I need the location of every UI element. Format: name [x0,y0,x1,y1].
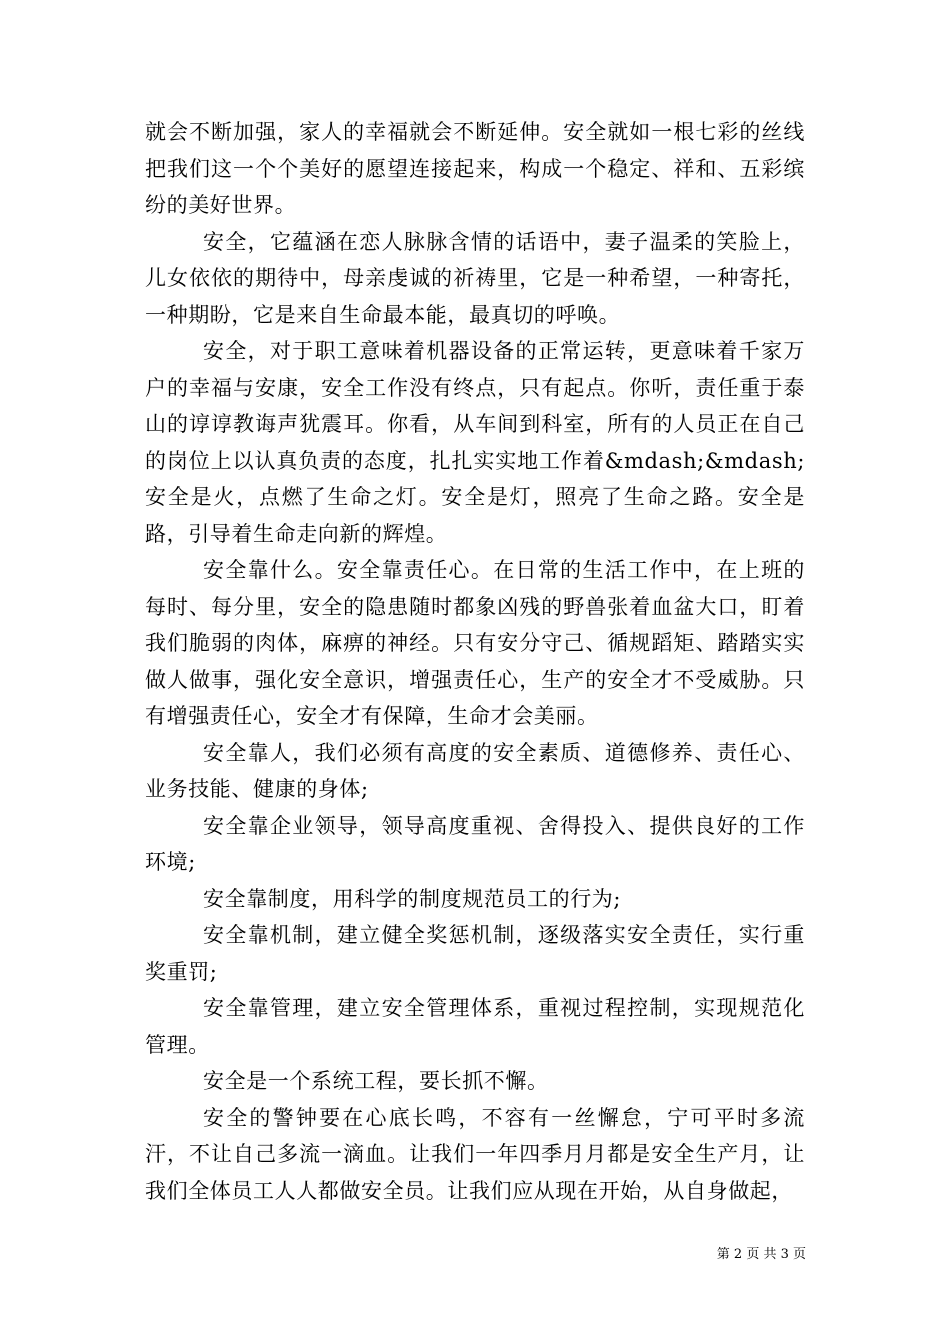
paragraph-safety-leadership: 安全靠企业领导，领导高度重视、舍得投入、提供良好的工作环境; [145,813,805,874]
paragraph-safety-for-workers: 安全，对于职工意味着机器设备的正常运转，更意味着千家万户的幸福与安康，安全工作没有终点，只有起点。你听，责任重于泰山的谆谆教诲声犹震耳。你看，从车间到科室，所有的人员正在自己的岗位上以认真负责的态度，扎扎实实地工作着&mdash;&mdash;安全是火，点燃了生命之灯。安全是灯，照亮了生命之路。安全是路，引导着生命走向新的辉煌。 [145,339,805,546]
paragraph-safety-responsibility: 安全靠什么。安全靠责任心。在日常的生活工作中，在上班的每时、每分里，安全的隐患随时都象凶残的野兽张着血盆大口，盯着我们脆弱的肉体，麻痹的神经。只有安分守己、循规蹈矩、踏踏实实做人做事，强化安全意识，增强责任心，生产的安全才不受威胁。只有增强责任心，安全才有保障，生命才会美丽。 [145,558,805,728]
document-body [145,114,805,1209]
paragraph-safety-people: 安全靠人，我们必须有高度的安全素质、道德修养、责任心、业务技能、健康的身体; [145,740,805,801]
paragraph-safety-rules: 安全靠制度，用科学的制度规范员工的行为; [203,886,622,911]
paragraph-continuation: 就会不断加强，家人的幸福就会不断延伸。安全就如一根七彩的丝线把我们这一个个美好的愿望连接起来，构成一个稳定、祥和、五彩缤纷的美好世界。 [145,120,805,217]
page-number: 第 2 页 共 3 页 [716,1247,806,1262]
paragraph-safety-meaning: 安全，它蕴涵在恋人脉脉含情的话语中，妻子温柔的笑脸上，儿女依依的期待中，母亲虔诚的祈祷里，它是一种希望，一种寄托，一种期盼，它是来自生命最本能，最真切的呼唤。 [145,229,805,327]
paragraph-safety-system: 安全是一个系统工程，要长抓不懈。 [203,1069,549,1093]
paragraph-safety-mechanism: 安全靠机制，建立健全奖惩机制，逐级落实安全责任，实行重奖重罚; [145,923,805,984]
paragraph-safety-alarm: 安全的警钟要在心底长鸣，不容有一丝懈怠，宁可平时多流汗，不让自己多流一滴血。让我们一年四季月月都是安全生产月，让我们全体员工人人都做安全员。让我们应从现在开始，从自身做起， [145,1105,805,1203]
paragraph-safety-management: 安全靠管理，建立安全管理体系，重视过程控制，实现规范化管理。 [145,996,805,1057]
